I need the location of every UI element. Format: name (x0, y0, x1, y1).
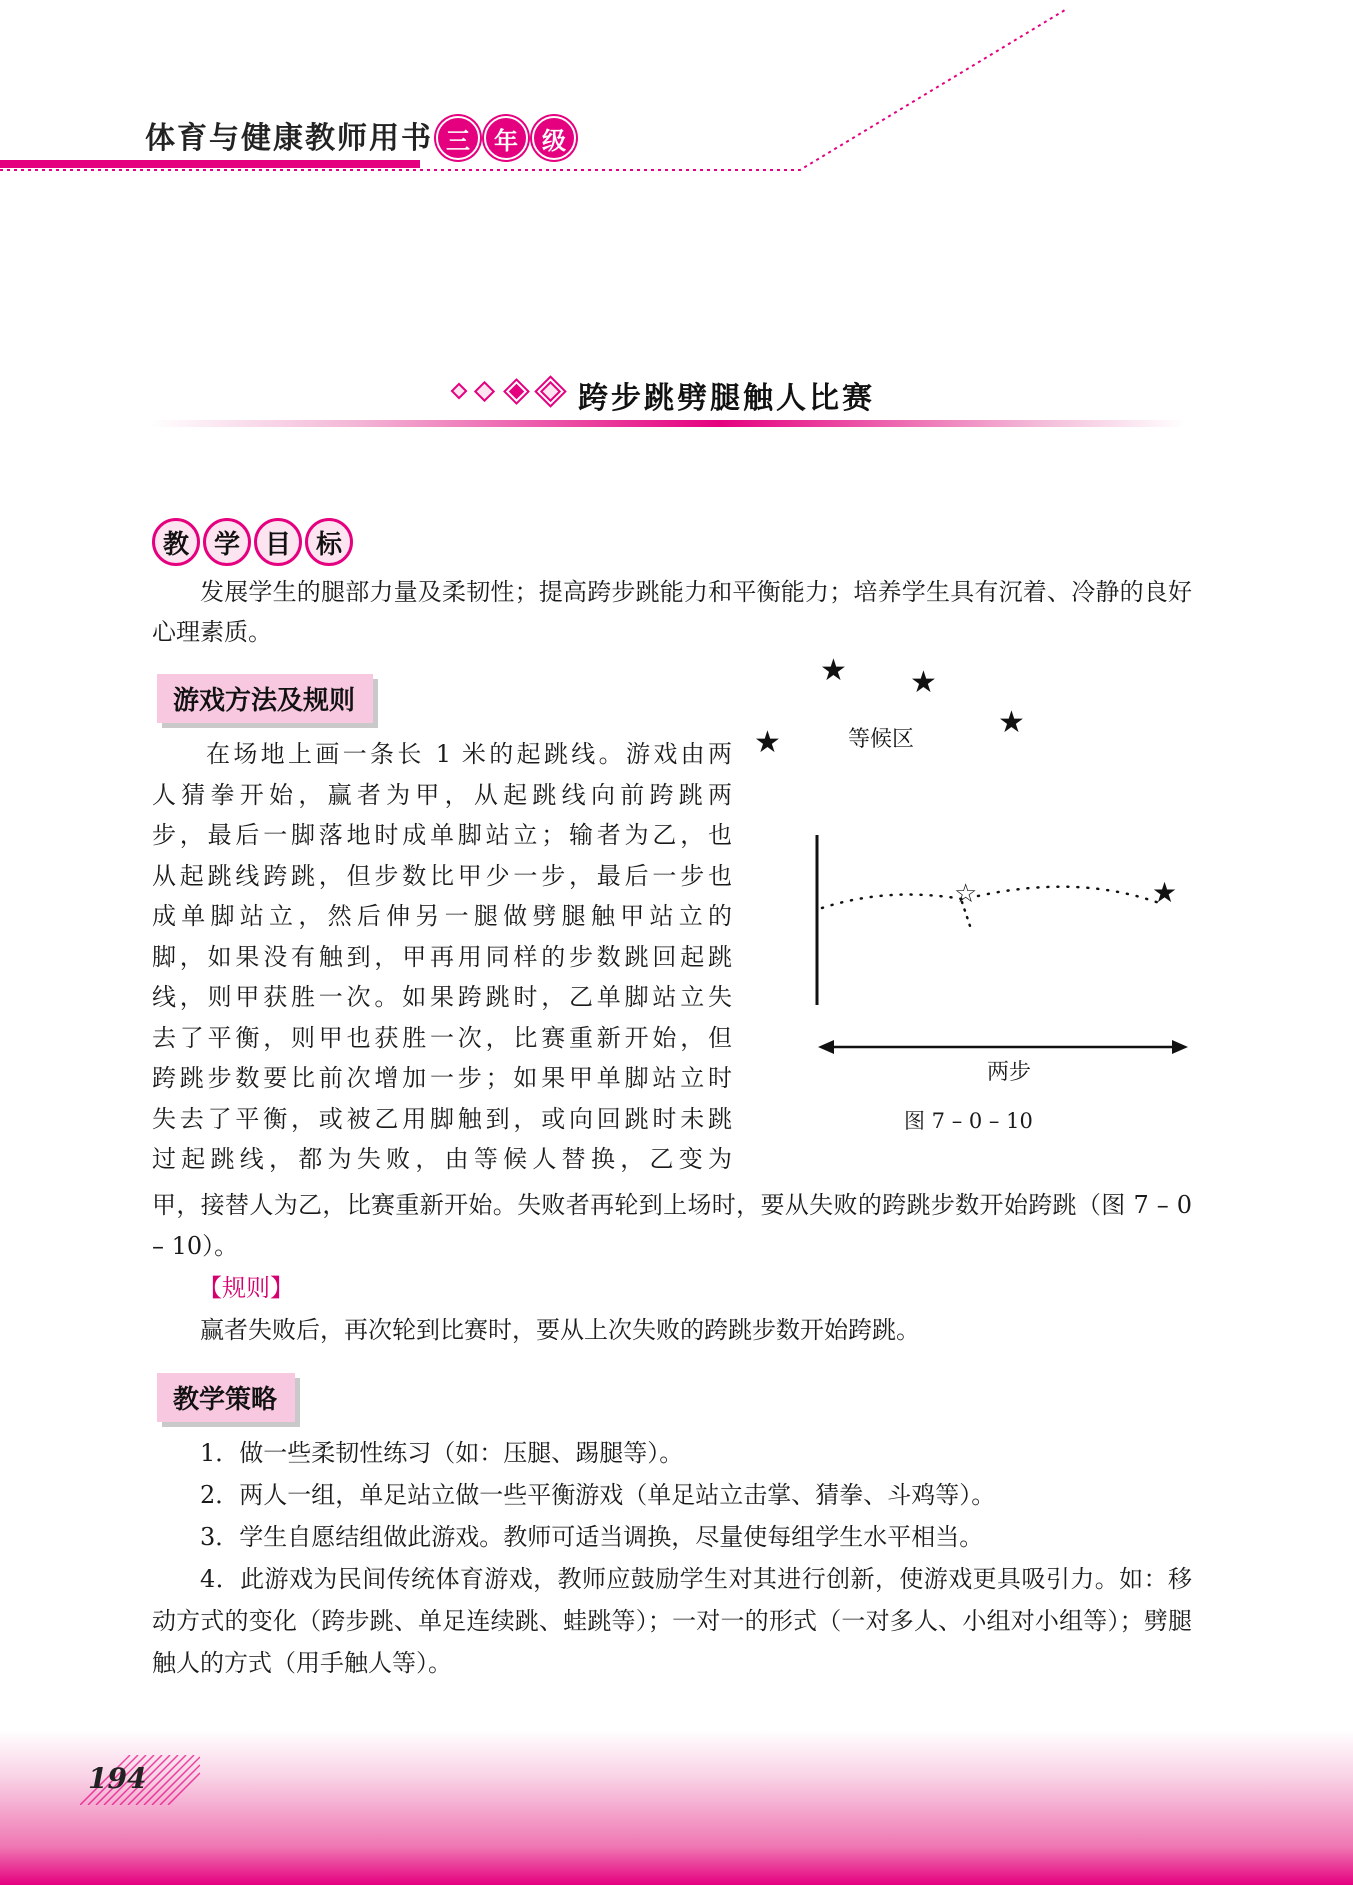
heading-char: 教 (152, 518, 200, 566)
method-line: 步，最后一脚落地时成单脚站立；输者为乙，也 (152, 821, 732, 849)
header-decoration (0, 0, 1353, 200)
strategy-item: 1．做一些柔韧性练习（如：压腿、踢腿等）。 (200, 1439, 684, 1467)
distance-label: 两步 (987, 1060, 1032, 1085)
method-line: 跨跳步数要比前次增加一步；如果甲单脚站立时 (152, 1064, 732, 1092)
footer-band (0, 1730, 1353, 1885)
method-line: 失去了平衡，或被乙用脚触到，或向回跳时未跳 (152, 1104, 732, 1133)
heading-char: 学 (203, 518, 251, 566)
figure-caption: 图 7 – 0 – 10 (904, 1109, 1033, 1133)
strategy-item: 2．两人一组，单足站立做一些平衡游戏（单足站立击掌、猜拳、斗鸡等）。 (200, 1481, 996, 1509)
star-icon: ★ (754, 725, 781, 760)
star-icon: ★ (910, 665, 937, 700)
strategy-item: 3．学生自愿结组做此游戏。教师可适当调换，尽量使每组学生水平相当。 (200, 1523, 984, 1551)
star-icon: ★ (998, 705, 1025, 740)
rule-label: 【规则】 (198, 1274, 294, 1302)
objectives-heading (152, 518, 353, 566)
star-icon: ★ (820, 653, 847, 688)
jump-path (978, 887, 1162, 904)
diamond-ornament-icon (448, 372, 568, 412)
objectives-text: 发展学生的腿部力量及柔韧性；提高跨步跳能力和平衡能力；培养学生具有沉着、冷静的良好心理素质。 (152, 578, 1192, 646)
hollow-star-icon: ☆ (954, 879, 978, 909)
page-number: 194 (88, 1762, 147, 1795)
waiting-area-label: 等候区 (848, 727, 915, 752)
strategy-list (152, 1432, 1192, 1684)
method-line: 成单脚站立，然后伸另一腿做劈腿触甲站立的 (152, 902, 732, 930)
method-line: 线，则甲获胜一次。如果跨跳时，乙单脚站立失 (152, 983, 732, 1011)
grade-char: 三 (436, 116, 480, 160)
title-underline (150, 420, 1185, 427)
method-heading: 游戏方法及规则 (157, 674, 373, 723)
grade-badge (436, 116, 576, 160)
arrow-left-icon (818, 1040, 834, 1054)
method-continuation: 甲，接替人为乙，比赛重新开始。失败者再轮到上场时，要从失败的跨跳步数开始跨跳（图 7 – 0 – 10）。 (152, 1191, 1192, 1260)
method-line: 过起跳线，都为失败，由等候人替换，乙变为 (152, 1145, 732, 1173)
strategy-heading: 教学策略 (157, 1373, 295, 1422)
method-line: 人猜拳开始，赢者为甲，从起跳线向前跨跳两 (152, 780, 732, 809)
strategy-item: 4．此游戏为民间传统体育游戏，教师应鼓励学生对其进行创新，使游戏更具吸引力。如：移动方式的变化（跨步跳、单足连续跳、蛙跳等）；一对一的形式（一对多人、小组对小组等）；劈腿触人的方式（用手触人等）。 (152, 1565, 1192, 1677)
heading-char: 标 (305, 518, 353, 566)
book-title: 体育与健康教师用书 (145, 121, 433, 156)
lesson-title: 跨步跳劈腿触人比赛 (578, 381, 875, 416)
arrow-right-icon (1172, 1040, 1188, 1054)
rule-text: 赢者失败后，再次轮到比赛时，要从上次失败的跨跳步数开始跨跳。 (200, 1316, 920, 1344)
jump-path (822, 895, 968, 908)
method-line: 去了平衡，则甲也获胜一次，比赛重新开始，但 (152, 1023, 732, 1052)
method-line: 脚，如果没有触到，甲再用同样的步数跳回起跳 (152, 942, 732, 971)
star-icon: ★ (1152, 876, 1178, 909)
heading-char: 目 (254, 518, 302, 566)
method-line: 在场地上画一条长 1 米的起跳线。游戏由两 (206, 740, 732, 768)
grade-char: 级 (532, 116, 576, 160)
grade-char: 年 (484, 116, 528, 160)
method-paragraph (152, 734, 732, 1180)
method-line: 从起跳线跨跳，但步数比甲少一步，最后一步也 (152, 861, 732, 890)
figure-diagram (740, 650, 1200, 1070)
